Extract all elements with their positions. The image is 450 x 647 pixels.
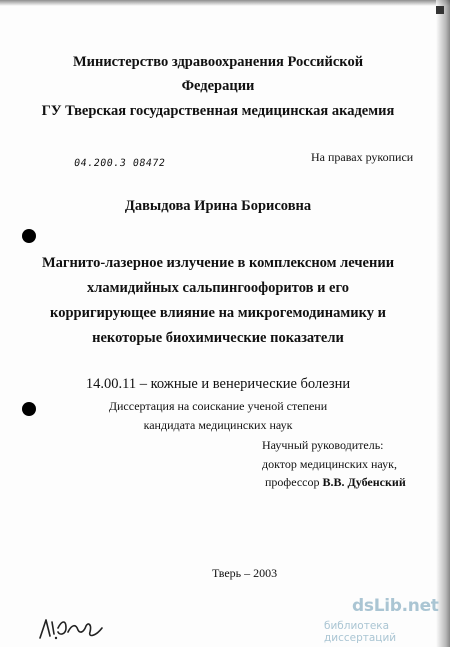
registration-code: 04.200.3 08472 bbox=[73, 158, 167, 169]
supervisor-degree: доктор медицинских наук, bbox=[262, 457, 397, 471]
thesis-title-line-2: хламидийных сальпингоофоритов и его bbox=[87, 280, 349, 296]
watermark-tagline: библиотека диссертаций bbox=[324, 620, 397, 644]
place-year: Тверь – 2003 bbox=[212, 566, 278, 580]
specialty-line: 14.00.11 – кожные и венерические болезни bbox=[85, 376, 351, 392]
degree-line-1: Диссертация на соискание ученой степени bbox=[108, 399, 328, 413]
degree-line-2: кандидата медицинских наук bbox=[143, 418, 293, 432]
scan-shadow-right bbox=[436, 0, 450, 647]
supervisor-name: В.В. Дубенский bbox=[322, 475, 406, 489]
thesis-title-line-3: корригирующее влияние на микрогемодинамику и bbox=[50, 305, 386, 321]
institution-line-2: Федерации bbox=[181, 78, 255, 94]
supervisor-title: профессор bbox=[265, 475, 320, 489]
corner-mark bbox=[436, 6, 444, 14]
institution-line-1: Министерство здравоохранения Российской bbox=[72, 54, 364, 70]
binder-hole-upper bbox=[22, 229, 36, 243]
supervisor-label: Научный руководитель: bbox=[262, 438, 384, 452]
scan-shadow-top bbox=[0, 0, 450, 6]
manuscript-rights: На правах рукописи bbox=[311, 150, 414, 164]
handwritten-signature bbox=[36, 614, 106, 642]
thesis-title-line-4: некоторые биохимические показатели bbox=[92, 330, 344, 346]
author-name: Давыдова Ирина Борисовна bbox=[124, 198, 312, 214]
supervisor-title-name bbox=[265, 475, 406, 490]
institution-line-3: ГУ Тверская государственная медицинская академия bbox=[41, 103, 395, 119]
watermark-logo: dsLib.net bbox=[352, 596, 439, 616]
thesis-title-line-1: Магнито-лазерное излучение в комплексном лечении bbox=[41, 255, 395, 271]
